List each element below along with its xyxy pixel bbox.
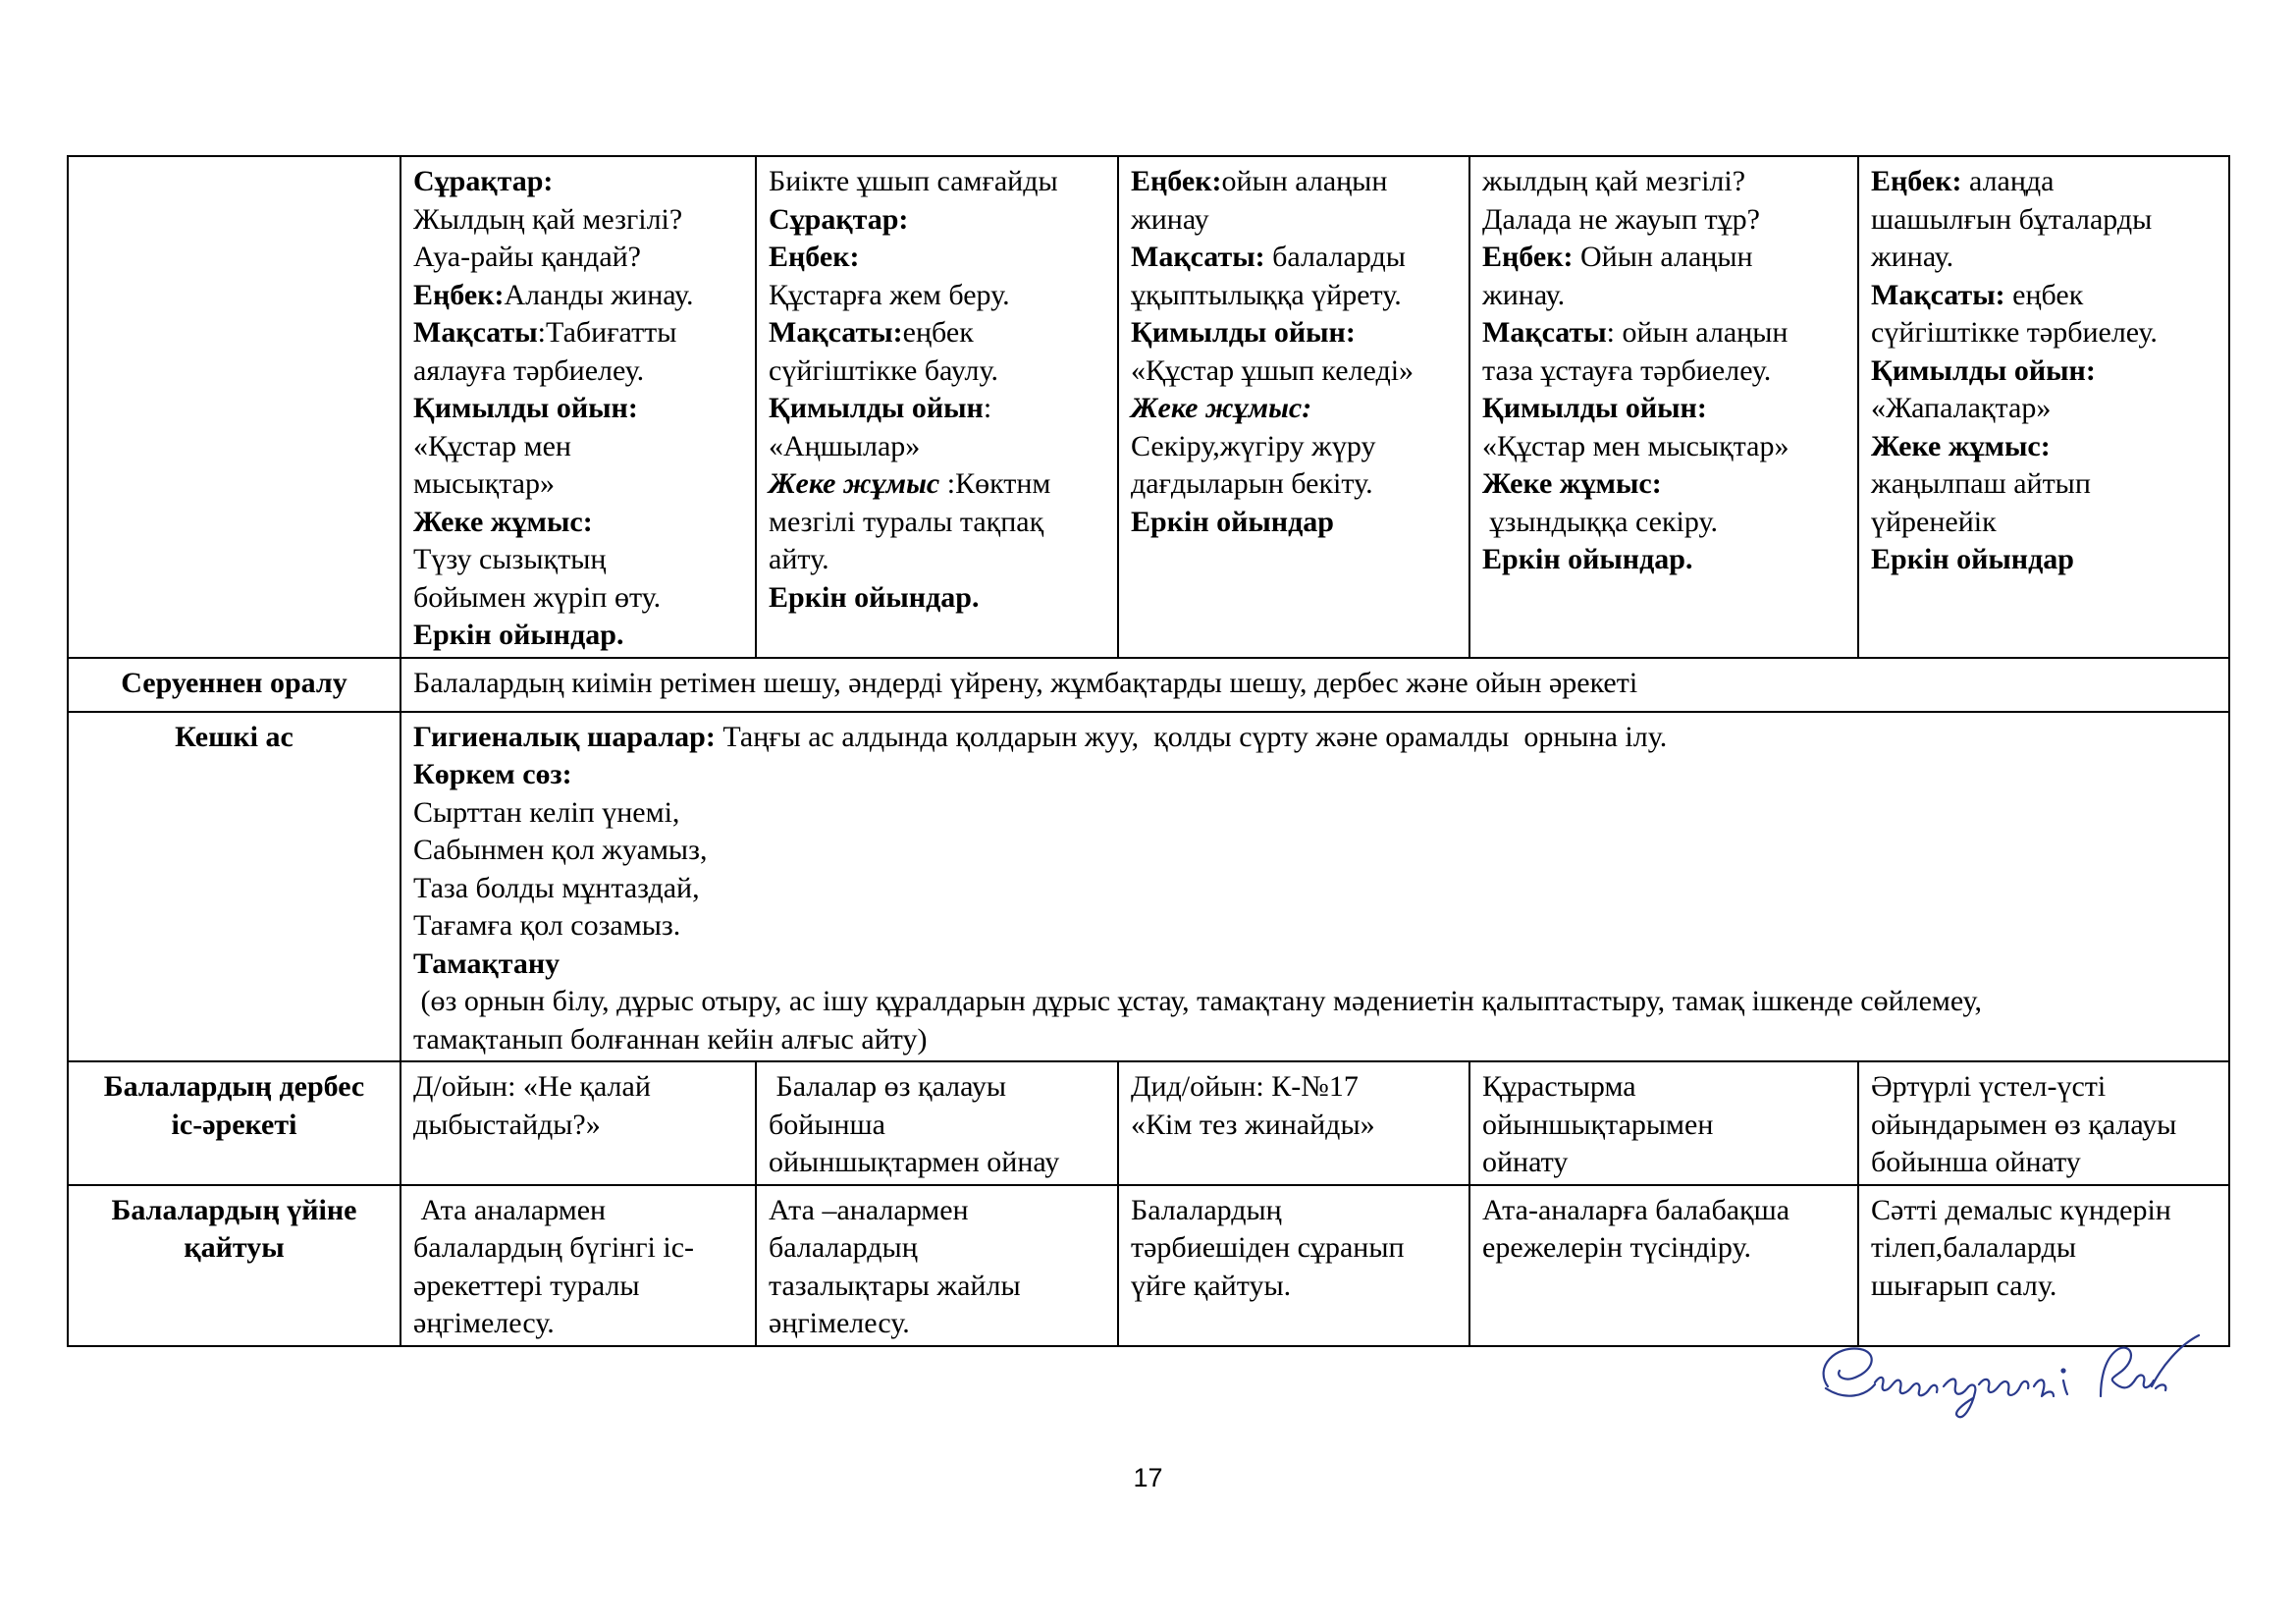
text-segment: Жеке жұмыс:: [1871, 429, 2051, 462]
text-segment: Сұрақтар:: [769, 202, 909, 236]
text-line: [1871, 314, 2216, 352]
text-line: Балалардың дербес: [103, 1070, 365, 1103]
text-line: ойнату: [1482, 1146, 1569, 1178]
text-segment: Еңбек:: [413, 278, 505, 311]
text-segment: сүйгіштікке тәрбиелеу.: [1871, 316, 2158, 349]
text-segment: Жеке жұмыс:: [1131, 392, 1312, 424]
text-line: [413, 428, 743, 466]
text-line: [769, 163, 1105, 201]
text-line: [1482, 239, 1845, 277]
text-line: [413, 239, 743, 277]
text-line: [1131, 428, 1457, 466]
text-line: [413, 907, 2216, 946]
text-segment: Сабынмен қол жуамыз,: [413, 834, 708, 866]
independent-activity-row: [68, 1061, 2229, 1185]
activities-day-1: [400, 156, 756, 658]
text-segment: шашылғын бұталарды: [1871, 202, 2153, 236]
text-line: [413, 870, 2216, 908]
text-segment: Сырттан келіп үнемі,: [413, 795, 680, 829]
text-segment: :: [983, 392, 992, 424]
text-segment: айту.: [769, 543, 829, 575]
text-line: Әртүрлі үстел-үсті: [1871, 1070, 2107, 1103]
text-segment: Еркін ойындар.: [413, 619, 624, 651]
text-line: [1131, 352, 1457, 391]
text-line: [769, 541, 1105, 579]
text-segment: мысықтар»: [413, 467, 555, 500]
text-line: тазалықтары жайлы: [769, 1269, 1021, 1302]
text-line: үйге қайтуы.: [1131, 1269, 1292, 1302]
text-line: тәрбиешіден сұранып: [1131, 1231, 1405, 1264]
text-segment: Таза болды мұнтаздай,: [413, 871, 700, 904]
text-segment: Көркем сөз:: [413, 758, 572, 790]
independent-day-1: [400, 1061, 756, 1185]
text-line: [1482, 428, 1845, 466]
text-segment: Тамақтану: [413, 947, 561, 980]
walk-activities-row: [68, 156, 2229, 658]
text-line: бойынша: [769, 1108, 885, 1141]
text-segment: Ойын алаңын: [1580, 241, 1753, 273]
text-line: [413, 756, 2216, 794]
text-line: іс-әрекеті: [171, 1108, 297, 1141]
text-segment: «Аңшылар»: [769, 429, 921, 462]
text-line: [769, 428, 1105, 466]
text-line: [1131, 239, 1457, 277]
text-segment: Далада не жауып тұр?: [1482, 202, 1760, 236]
text-segment: «Құстар мен мысықтар»: [1482, 429, 1789, 462]
text-line: [1131, 314, 1457, 352]
text-segment: Жеке жұмыс:: [413, 505, 593, 538]
text-line: [413, 352, 743, 391]
text-line: [1131, 504, 1457, 542]
text-line: [1131, 277, 1457, 315]
text-line: Ата-аналарға балабақша: [1482, 1193, 1790, 1226]
independent-day-3: [1118, 1061, 1469, 1185]
text-line: Құрастырма: [1482, 1070, 1636, 1103]
text-segment: Биікте ұшып самғайды: [769, 165, 1058, 197]
text-segment: Қимылды ойын:: [1131, 316, 1356, 349]
text-segment: таза ұстауға тәрбиелеу.: [1482, 353, 1772, 387]
text-line: [1482, 163, 1845, 201]
text-line: [769, 352, 1105, 391]
text-line: [413, 314, 743, 352]
text-line: [413, 390, 743, 428]
activities-day-4: [1469, 156, 1858, 658]
text-segment: бойымен жүріп өту.: [413, 580, 662, 614]
text-segment: Еркін ойындар: [1131, 505, 1334, 538]
text-line: [1871, 390, 2216, 428]
text-segment: «Құстар мен: [413, 429, 571, 462]
text-line: [413, 504, 743, 542]
independent-day-4: [1469, 1061, 1858, 1185]
text-segment: Жеке жұмыс:: [1482, 467, 1662, 500]
text-line: [413, 832, 2216, 870]
text-segment: «Құстар ұшып келеді»: [1131, 353, 1415, 387]
text-line: [1871, 239, 2216, 277]
text-segment: ұзындыққа секіру.: [1482, 505, 1718, 538]
row-label-empty: [68, 156, 400, 658]
text-line: [1131, 465, 1457, 504]
text-line: балалардың: [769, 1231, 918, 1264]
text-segment: Мақсаты:: [769, 316, 903, 349]
text-segment: тамақтанып болғаннан кейін алғыс айту): [413, 1022, 928, 1056]
text-segment: Еркін ойындар.: [769, 580, 980, 614]
text-segment: Жеке жұмыс: [769, 467, 947, 500]
text-line: [1871, 428, 2216, 466]
text-line: Балалардың үйіне: [111, 1193, 357, 1226]
text-segment: Гигиеналық шаралар:: [413, 720, 723, 753]
text-segment: Құстарға жем беру.: [769, 278, 1010, 311]
text-segment: үйренейік: [1871, 505, 1997, 538]
text-segment: (өз орнын білу, дұрыс отыру, ас ішу құралдарын дұрыс ұстау, тамақтану мәдениетін қалыптастыру, тамақ ішкенде сөйлемеу,: [413, 985, 1982, 1017]
text-segment: ойын алаңын: [1221, 165, 1388, 197]
text-line: ойыншықтарымен: [1482, 1108, 1714, 1141]
text-segment: жинау.: [1482, 278, 1566, 311]
text-line: ережелерін түсіндіру.: [1482, 1231, 1751, 1264]
handwritten-signature: [1806, 1327, 2209, 1435]
text-line: [1482, 465, 1845, 504]
row-label-dinner: Кешкі ас: [68, 712, 400, 1062]
text-line: Дид/ойын: К-№17: [1131, 1070, 1359, 1103]
return-from-walk-row: [68, 658, 2229, 712]
text-segment: алаңда: [1969, 165, 2055, 197]
text-segment: :Көктнм: [946, 467, 1051, 500]
text-line: [1871, 201, 2216, 240]
text-line: [413, 617, 743, 655]
row-label-independent-activity: [68, 1061, 400, 1185]
text-line: [413, 277, 743, 315]
text-line: Ата –аналармен: [769, 1193, 969, 1226]
text-line: [769, 465, 1105, 504]
text-line: [769, 314, 1105, 352]
text-segment: Сұрақтар:: [413, 165, 554, 197]
text-line: [413, 541, 743, 579]
text-line: [1871, 352, 2216, 391]
text-segment: жылдың қай мезгілі?: [1482, 165, 1746, 197]
text-segment: Еркін ойындар: [1871, 543, 2074, 575]
text-segment: Еңбек:: [1131, 165, 1222, 197]
text-line: бойынша ойнату: [1871, 1146, 2081, 1178]
text-segment: аялауға тәрбиелеу.: [413, 353, 645, 387]
row-label-going-home: [68, 1185, 400, 1346]
text-line: [1482, 390, 1845, 428]
text-segment: Еңбек:: [1871, 165, 1969, 197]
text-segment: Қимылды ойын:: [1871, 353, 2096, 387]
schedule-table: [67, 155, 2230, 1347]
page-number: 17: [1133, 1463, 1163, 1492]
text-line: [1871, 504, 2216, 542]
text-line: [413, 1021, 2216, 1059]
text-segment: Тағамға қол созамыз.: [413, 909, 681, 942]
text-segment: Секіру,жүгіру жүру: [1131, 429, 1376, 462]
text-line: [1131, 390, 1457, 428]
going-home-day-1: [400, 1185, 756, 1346]
text-segment: Еңбек:: [1482, 241, 1580, 273]
text-segment: Аланды жинау.: [504, 278, 694, 311]
text-line: [413, 719, 2216, 757]
text-segment: Мақсаты: [1482, 316, 1607, 349]
dinner-row: [68, 712, 2229, 1062]
text-line: ойыншықтармен ойнау: [769, 1146, 1060, 1178]
text-line: әңгімелесу.: [413, 1307, 555, 1339]
text-segment: Түзу сызықтың: [413, 543, 607, 575]
text-line: [413, 163, 743, 201]
text-segment: :Табиғатты: [537, 316, 677, 349]
text-line: [769, 201, 1105, 240]
text-line: [413, 983, 2216, 1021]
row-label-return-from-walk: Серуеннен оралу: [68, 658, 400, 712]
text-line: Ата аналармен: [413, 1193, 607, 1226]
text-line: [1131, 201, 1457, 240]
text-line: [769, 390, 1105, 428]
text-segment: жинау.: [1871, 241, 1954, 273]
text-line: [1482, 201, 1845, 240]
activities-day-3: [1118, 156, 1469, 658]
text-line: [1871, 277, 2216, 315]
text-line: Балалар өз қалауы: [769, 1070, 1007, 1103]
going-home-day-5: [1858, 1185, 2229, 1346]
text-segment: Таңғы ас алдында қолдарын жуу, қолды сүрту және орамалды орнына ілу.: [722, 720, 1668, 753]
text-segment: Еркін ойындар.: [1482, 543, 1693, 575]
text-segment: балаларды: [1272, 241, 1406, 273]
text-segment: «Жапалақтар»: [1871, 392, 2052, 424]
text-segment: Қимылды ойын:: [413, 392, 638, 424]
text-line: [1871, 163, 2216, 201]
text-segment: Еңбек:: [769, 241, 860, 273]
text-line: [413, 579, 743, 618]
text-line: «Кім тез жинайды»: [1131, 1108, 1375, 1141]
text-segment: Жылдың қай мезгілі?: [413, 202, 683, 236]
text-line: Сәтті демалыс күндерін: [1871, 1193, 2171, 1226]
going-home-day-2: [756, 1185, 1118, 1346]
text-line: әңгімелесу.: [769, 1307, 910, 1339]
text-line: [769, 277, 1105, 315]
text-line: [1482, 541, 1845, 579]
text-line: тілеп,балаларды: [1871, 1231, 2076, 1264]
independent-day-5: [1858, 1061, 2229, 1185]
text-segment: Ауа-райы қандай?: [413, 241, 642, 273]
return-from-walk-text: Балалардың киімін ретімен шешу, әндерді үйрену, жұмбақтарды шешу, дербес және ойын әрекеті: [400, 658, 2229, 712]
text-line: [1482, 504, 1845, 542]
text-line: [413, 794, 2216, 833]
independent-day-2: [756, 1061, 1118, 1185]
text-line: [413, 201, 743, 240]
text-segment: Қимылды ойын:: [1482, 392, 1707, 424]
text-segment: сүйгіштікке баулу.: [769, 353, 998, 387]
text-line: ойындарымен өз қалауы: [1871, 1108, 2177, 1141]
text-line: [1871, 541, 2216, 579]
text-segment: Мақсаты:: [1871, 278, 2013, 311]
text-line: [413, 465, 743, 504]
text-line: [1482, 277, 1845, 315]
going-home-day-3: [1118, 1185, 1469, 1346]
text-line: балалардың бүгінгі іс-: [413, 1231, 694, 1264]
going-home-row: [68, 1185, 2229, 1346]
text-segment: еңбек: [2012, 278, 2084, 311]
text-line: [1871, 465, 2216, 504]
text-segment: ұқыптылыққа үйрету.: [1131, 278, 1402, 311]
text-segment: жинау: [1131, 202, 1209, 236]
text-segment: Мақсаты: [413, 316, 538, 349]
text-segment: еңбек: [902, 316, 974, 349]
text-line: [769, 504, 1105, 542]
dinner-text: [400, 712, 2229, 1062]
text-line: Д/ойын: «Не қалай: [413, 1070, 651, 1103]
text-segment: дағдыларын бекіту.: [1131, 467, 1373, 500]
text-line: [413, 946, 2216, 984]
text-line: әрекеттері туралы: [413, 1269, 640, 1302]
text-line: [1482, 314, 1845, 352]
text-segment: жаңылпаш айтып: [1871, 467, 2091, 500]
text-line: [769, 239, 1105, 277]
activities-day-5: [1858, 156, 2229, 658]
text-segment: Қимылды ойын: [769, 392, 984, 424]
text-line: [1482, 352, 1845, 391]
activities-day-2: [756, 156, 1118, 658]
text-segment: мезгілі туралы тақпақ: [769, 505, 1044, 538]
going-home-day-4: [1469, 1185, 1858, 1346]
text-segment: Мақсаты:: [1131, 241, 1273, 273]
text-segment: : ойын алаңын: [1606, 316, 1789, 349]
text-line: дыбыстайды?»: [413, 1108, 601, 1141]
text-line: [1131, 163, 1457, 201]
text-line: [769, 579, 1105, 618]
text-line: шығарып салу.: [1871, 1269, 2057, 1302]
text-line: Балалардың: [1131, 1193, 1282, 1226]
text-line: қайтуы: [184, 1231, 285, 1264]
